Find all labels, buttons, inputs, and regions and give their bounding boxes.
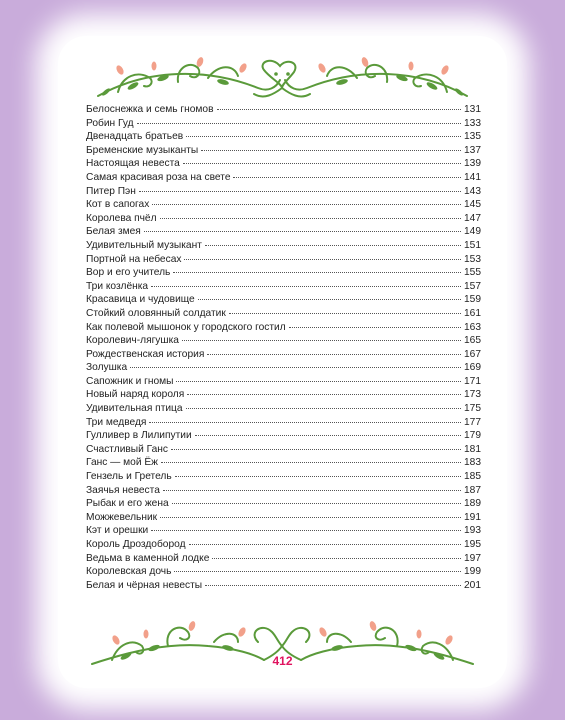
- toc-entry-page: 141: [464, 171, 481, 183]
- toc-entry-page: 189: [464, 498, 481, 510]
- toc-entry-page: 173: [464, 389, 481, 401]
- toc-entry-page: 197: [464, 552, 481, 564]
- toc-entry-page: 195: [464, 539, 481, 550]
- toc-entry-title: Рождественская история: [86, 348, 205, 360]
- dot-leader: [212, 557, 461, 559]
- dot-leader: [187, 393, 461, 395]
- toc-entry: [86, 484, 481, 498]
- dot-leader: [189, 543, 461, 545]
- toc-entry: [86, 185, 481, 199]
- dot-leader: [201, 149, 461, 151]
- toc-entry-title: Три козлёнка: [86, 280, 149, 292]
- dot-leader: [173, 271, 461, 273]
- toc-entry-title: Кэт и орешки: [86, 525, 149, 537]
- dot-leader: [160, 217, 461, 219]
- toc-entry-page: 163: [464, 321, 481, 333]
- toc-entry-page: 185: [464, 471, 481, 483]
- dot-leader: [144, 230, 461, 232]
- toc-entry-title: Портной на небесах: [86, 253, 182, 265]
- toc-entry: [86, 293, 481, 307]
- toc-entry: [86, 117, 481, 131]
- content-sheet: [58, 36, 507, 688]
- dot-leader: [229, 312, 461, 314]
- dot-leader: [182, 339, 461, 341]
- dot-leader: [172, 502, 461, 504]
- toc-entry-title: Гулливер в Лилипутии: [86, 430, 192, 442]
- toc-entry-page: 131: [464, 104, 481, 115]
- dot-leader: [186, 135, 461, 137]
- toc-entry: [86, 171, 481, 185]
- toc-entry-title: Двенадцать братьев: [86, 131, 184, 143]
- dot-leader: [205, 584, 461, 586]
- toc-entry-title: Белая змея: [86, 226, 141, 238]
- toc-entry-page: 153: [464, 253, 481, 265]
- toc-entry-page: 165: [464, 335, 481, 347]
- dot-leader: [152, 203, 461, 205]
- dot-leader: [186, 407, 461, 409]
- dot-leader: [195, 434, 461, 436]
- toc-entry: [86, 280, 481, 294]
- toc-entry-page: 199: [464, 566, 481, 578]
- dot-leader: [175, 475, 461, 477]
- dot-leader: [184, 258, 461, 260]
- toc-entry-title: Настоящая невеста: [86, 158, 180, 170]
- toc-entry-page: 137: [464, 144, 481, 156]
- toc-entry-page: 181: [464, 443, 481, 455]
- dot-leader: [207, 353, 461, 355]
- dot-leader: [289, 326, 461, 328]
- toc-entry: [86, 456, 481, 470]
- toc-entry-title: Удивительный музыкант: [86, 239, 202, 251]
- toc-entry: [86, 538, 481, 552]
- dot-leader: [149, 421, 461, 423]
- dot-leader: [233, 176, 461, 178]
- toc-entry-title: Заячья невеста: [86, 484, 160, 496]
- toc-entry-title: Рыбак и его жена: [86, 498, 169, 510]
- toc-entry: [86, 579, 481, 593]
- toc-entry-page: 149: [464, 226, 481, 238]
- dot-leader: [163, 489, 461, 491]
- toc-entry-page: 161: [464, 307, 481, 319]
- dot-leader: [137, 122, 461, 124]
- toc-entry: [86, 524, 481, 538]
- toc-entry-page: 147: [464, 212, 481, 224]
- toc-entry: [86, 402, 481, 416]
- toc-entry-title: Король Дроздобород: [86, 539, 186, 550]
- toc-entry: [86, 497, 481, 511]
- toc-entry: [86, 361, 481, 375]
- toc-entry-page: 155: [464, 267, 481, 279]
- toc-entry: [86, 103, 481, 117]
- page-number: 412: [272, 654, 293, 668]
- dot-leader: [161, 461, 461, 463]
- toc-entry-page: 201: [464, 579, 481, 591]
- toc-entry-title: Три медведя: [86, 416, 147, 428]
- toc-entry-title: Можжевельник: [86, 511, 158, 523]
- toc-entry-page: 143: [464, 185, 481, 197]
- toc-entry: [86, 225, 481, 239]
- toc-entry: [86, 375, 481, 389]
- toc-entry-title: Как полевой мышонок у городского гостил: [86, 321, 286, 333]
- toc-entry-page: 139: [464, 158, 481, 170]
- toc-entry-page: 151: [464, 239, 481, 251]
- toc-entry-title: Счастливый Ганс: [86, 443, 168, 455]
- dot-leader: [151, 285, 461, 287]
- toc-entry: [86, 565, 481, 579]
- toc-entry: [86, 144, 481, 158]
- dot-leader: [130, 366, 461, 368]
- toc-entry-page: 187: [464, 484, 481, 496]
- dot-leader: [205, 244, 461, 246]
- dot-leader: [217, 108, 461, 110]
- toc-entry: [86, 348, 481, 362]
- toc-entry: [86, 511, 481, 525]
- toc-entry: [86, 130, 481, 144]
- toc-entry: [86, 321, 481, 335]
- toc-entry-page: 157: [464, 280, 481, 292]
- toc-entry: [86, 198, 481, 212]
- table-of-contents: [86, 103, 481, 592]
- toc-entry: [86, 552, 481, 566]
- toc-entry-title: Стойкий оловянный солдатик: [86, 307, 226, 319]
- toc-entry-page: 179: [464, 430, 481, 442]
- toc-entry-title: Красавица и чудовище: [86, 294, 195, 306]
- toc-entry-title: Ведьма в каменной лодке: [86, 552, 210, 564]
- toc-entry-page: 159: [464, 294, 481, 306]
- toc-entry: [86, 429, 481, 443]
- toc-entry-title: Сапожник и гномы: [86, 375, 174, 387]
- toc-entry-title: Белая и чёрная невесты: [86, 579, 203, 591]
- toc-entry-page: 167: [464, 348, 481, 360]
- toc-entry-title: Королева пчёл: [86, 212, 157, 224]
- toc-entry: [86, 443, 481, 457]
- toc-entry: [86, 253, 481, 267]
- dot-leader: [160, 516, 461, 518]
- toc-entry-title: Робин Гуд: [86, 117, 134, 129]
- toc-entry-page: 193: [464, 525, 481, 537]
- toc-entry: [86, 470, 481, 484]
- toc-entry-title: Кот в сапогах: [86, 199, 150, 211]
- toc-entry-title: Ганс — мой Ёж: [86, 457, 158, 469]
- toc-entry-page: 145: [464, 199, 481, 211]
- toc-entry-title: Белоснежка и семь гномов: [86, 104, 214, 115]
- toc-entry-title: Удивительная птица: [86, 403, 183, 415]
- dot-leader: [174, 570, 461, 572]
- toc-entry-page: 175: [464, 403, 481, 415]
- dot-leader: [176, 380, 461, 382]
- toc-entry-page: 183: [464, 457, 481, 469]
- toc-entry: [86, 416, 481, 430]
- toc-entry: [86, 307, 481, 321]
- toc-entry-title: Гензель и Гретель: [86, 471, 172, 483]
- toc-entry-title: Бременские музыканты: [86, 144, 199, 156]
- toc-entry-title: Королевич-лягушка: [86, 335, 179, 347]
- toc-entry: [86, 157, 481, 171]
- dot-leader: [183, 162, 461, 164]
- toc-entry-page: 191: [464, 511, 481, 523]
- toc-entry-title: Золушка: [86, 362, 128, 374]
- top-floral-ornament-icon: [58, 48, 507, 108]
- toc-entry-title: Питер Пэн: [86, 185, 136, 197]
- toc-entry-title: Новый наряд короля: [86, 389, 185, 401]
- dot-leader: [171, 448, 461, 450]
- toc-entry-title: Вор и его учитель: [86, 267, 171, 279]
- toc-entry-title: Самая красивая роза на свете: [86, 171, 231, 183]
- toc-entry: [86, 266, 481, 280]
- toc-entry-page: 135: [464, 131, 481, 143]
- toc-entry: [86, 388, 481, 402]
- toc-entry-title: Королевская дочь: [86, 566, 172, 578]
- toc-entry-page: 133: [464, 117, 481, 129]
- dot-leader: [139, 190, 461, 192]
- toc-entry: [86, 334, 481, 348]
- toc-entry: [86, 212, 481, 226]
- toc-entry-page: 171: [464, 375, 481, 387]
- dot-leader: [198, 298, 461, 300]
- toc-entry-page: 169: [464, 362, 481, 374]
- dot-leader: [151, 529, 461, 531]
- toc-entry: [86, 239, 481, 253]
- toc-entry-page: 177: [464, 416, 481, 428]
